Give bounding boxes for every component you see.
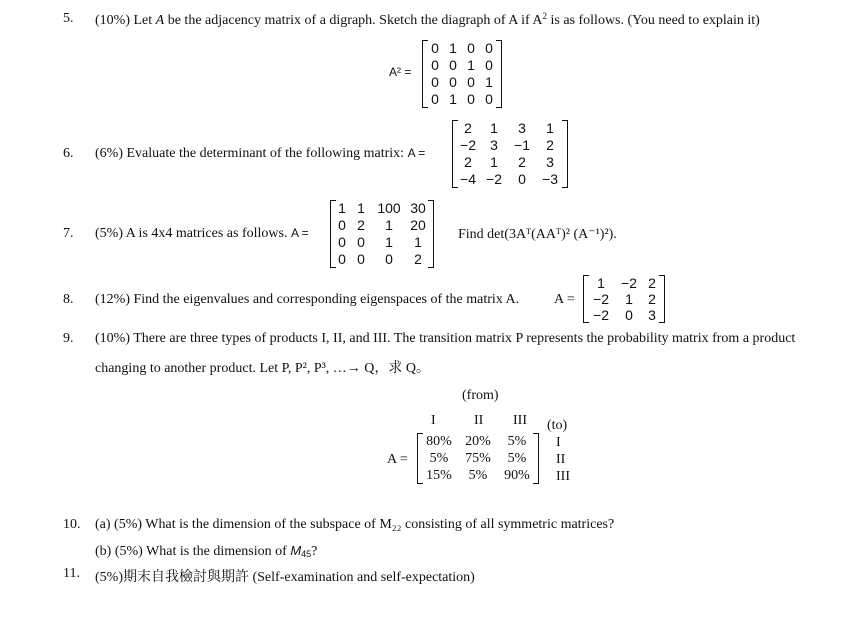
matrix-cell: 0	[467, 40, 475, 56]
matrix-cell: 1	[357, 200, 365, 216]
q6-number: 6.	[63, 146, 74, 161]
matrix-row	[334, 234, 430, 251]
q6-text: (6%) Evaluate the determinant of the following matrix: A =	[95, 146, 426, 161]
matrix-row	[421, 433, 535, 450]
matrix-cell: 0	[431, 91, 439, 107]
q9-col-header-2: II	[474, 413, 484, 428]
matrix-row	[334, 251, 430, 268]
matrix-cell: 100	[377, 200, 401, 216]
matrix-cell: −2	[486, 171, 502, 187]
matrix-cell: 15%	[426, 468, 452, 483]
matrix-row	[426, 40, 498, 57]
matrix-row	[456, 137, 564, 154]
matrix-cell: 1	[597, 275, 605, 291]
matrix-cell: 3	[490, 137, 498, 153]
matrix-cell: 0	[357, 251, 365, 267]
right-bracket	[533, 433, 539, 484]
left-bracket	[417, 433, 423, 484]
q9-from-label: (from)	[462, 388, 499, 403]
q6-matrix	[452, 120, 568, 188]
matrix-cell: 2	[648, 291, 656, 307]
matrix-cell: 0	[449, 74, 457, 90]
q9-number: 9.	[63, 331, 74, 346]
matrix-cell: 5%	[507, 451, 527, 466]
q8-text: (12%) Find the eigenvalues and corresponding eigenspaces of the matrix A.	[95, 292, 520, 307]
matrix-cell: 3	[648, 307, 656, 323]
matrix-cell: 5%	[507, 434, 527, 449]
matrix-cell: 1	[449, 91, 457, 107]
left-bracket	[422, 40, 428, 108]
matrix-cell: 3	[518, 120, 526, 136]
q9-row-label-1: I	[556, 435, 561, 450]
matrix-cell: −4	[460, 171, 476, 187]
q8-matrix-label: A =	[554, 292, 575, 307]
matrix-cell: 1	[449, 40, 457, 56]
matrix-row	[456, 171, 564, 188]
matrix-row	[587, 291, 661, 307]
matrix-cell: 1	[385, 234, 393, 250]
matrix-cell: 0	[467, 91, 475, 107]
matrix-row	[456, 120, 564, 137]
matrix-cell: 0	[518, 171, 526, 187]
matrix-cell: −2	[460, 137, 476, 153]
q9-line-1: (10%) There are three types of products I, II, and III. The transition matrix P represents the probability matrix from a product	[95, 331, 796, 346]
matrix-cell: 5%	[468, 468, 488, 483]
matrix-cell: 1	[490, 120, 498, 136]
q9-to-label: (to)	[547, 418, 568, 433]
matrix-row	[587, 307, 661, 323]
matrix-cell: 0	[338, 217, 346, 233]
q9-matrix-label: A =	[387, 452, 408, 467]
matrix-cell: 3	[546, 154, 554, 170]
q8-number: 8.	[63, 292, 74, 307]
matrix-cell: 0	[467, 74, 475, 90]
q11-number: 11.	[63, 566, 80, 581]
q7-find-text: Find det(3Aᵀ(AAᵀ)² (A⁻¹)²).	[458, 227, 617, 242]
q7-number: 7.	[63, 226, 74, 241]
q8-matrix	[583, 275, 665, 323]
right-bracket	[496, 40, 502, 108]
q10-number: 10.	[63, 517, 81, 532]
matrix-row	[426, 57, 498, 74]
matrix-cell: 2	[464, 154, 472, 170]
matrix-cell: 0	[338, 251, 346, 267]
matrix-row	[587, 275, 661, 291]
matrix-cell: 1	[546, 120, 554, 136]
matrix-cell: 1	[414, 234, 422, 250]
matrix-cell: 2	[414, 251, 422, 267]
matrix-cell: −3	[542, 171, 558, 187]
matrix-cell: 2	[464, 120, 472, 136]
right-bracket	[428, 200, 434, 268]
matrix-row	[421, 450, 535, 467]
matrix-cell: 90%	[504, 468, 530, 483]
matrix-cell: −1	[514, 137, 530, 153]
matrix-cell: 2	[518, 154, 526, 170]
q7-matrix	[330, 200, 434, 268]
matrix-cell: 80%	[426, 434, 452, 449]
q9-row-label-2: II	[556, 452, 566, 467]
matrix-row	[421, 467, 535, 484]
q9-col-header-1: I	[431, 413, 436, 428]
matrix-cell: 2	[648, 275, 656, 291]
q9-line-2: changing to another product. Let P, P², P³, …→ Q，求 Q。	[95, 361, 431, 376]
matrix-row	[334, 217, 430, 234]
matrix-cell: 0	[449, 57, 457, 73]
matrix-cell: 0	[338, 234, 346, 250]
q10-part-a: (a) (5%) What is the dimension of the subspace of M₂₂ consisting of all symmetric matrices?	[95, 517, 615, 532]
q7-text: (5%) A is 4x4 matrices as follows. A =	[95, 226, 309, 241]
q9-matrix	[417, 433, 539, 484]
matrix-cell: 5%	[429, 451, 449, 466]
right-bracket	[562, 120, 568, 188]
matrix-cell: 0	[357, 234, 365, 250]
left-bracket	[583, 275, 589, 323]
matrix-row	[456, 154, 564, 171]
matrix-cell: 75%	[465, 451, 491, 466]
q5-matrix-label: A² =	[389, 65, 412, 79]
matrix-cell: −2	[593, 307, 609, 323]
matrix-cell: 0	[431, 74, 439, 90]
matrix-cell: 2	[357, 217, 365, 233]
matrix-cell: 0	[485, 40, 493, 56]
matrix-cell: 0	[485, 57, 493, 73]
matrix-row	[426, 91, 498, 108]
matrix-cell: 0	[431, 57, 439, 73]
matrix-cell: −2	[593, 291, 609, 307]
q5-number: 5.	[63, 11, 74, 26]
left-bracket	[452, 120, 458, 188]
matrix-cell: 30	[410, 200, 426, 216]
matrix-cell: 1	[625, 291, 633, 307]
matrix-cell: 1	[385, 217, 393, 233]
matrix-cell: 0	[485, 91, 493, 107]
matrix-cell: 0	[431, 40, 439, 56]
q5-text: (10%) Let A be the adjacency matrix of a digraph. Sketch the diagraph of A if $A^2$ is as follows. (You need to explain it)	[95, 11, 760, 28]
matrix-row	[426, 74, 498, 91]
matrix-cell: 0	[625, 307, 633, 323]
right-bracket	[659, 275, 665, 323]
matrix-cell: 1	[485, 74, 493, 90]
matrix-cell: 1	[338, 200, 346, 216]
left-bracket	[330, 200, 336, 268]
matrix-cell: 1	[490, 154, 498, 170]
q5-matrix	[422, 40, 502, 108]
matrix-cell: 1	[467, 57, 475, 73]
matrix-cell: 20	[410, 217, 426, 233]
q9-col-header-3: III	[513, 413, 527, 428]
matrix-cell: 2	[546, 137, 554, 153]
matrix-cell: 20%	[465, 434, 491, 449]
q9-row-label-3: III	[556, 469, 570, 484]
matrix-row	[334, 200, 430, 217]
matrix-cell: −2	[621, 275, 637, 291]
q11-text: (5%)期末自我檢討與期許 (Self-examination and self-expectation)	[95, 570, 475, 585]
q10-part-b: (b) (5%) What is the dimension of $M_{45}$?	[95, 543, 318, 559]
matrix-cell: 0	[385, 251, 393, 267]
